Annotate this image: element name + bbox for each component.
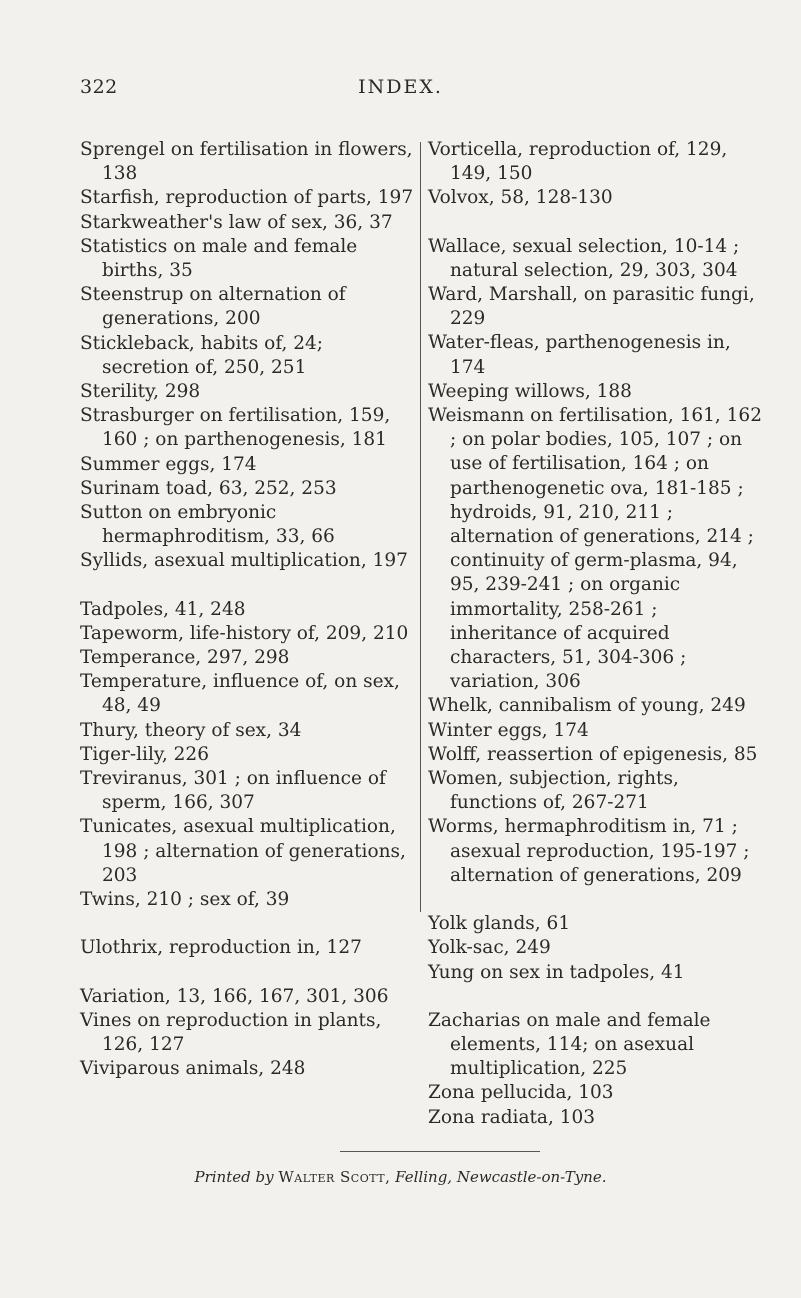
index-entry: Winter eggs, 174 xyxy=(428,719,589,741)
printer-footer xyxy=(0,1168,801,1186)
printed-by: Printed by xyxy=(194,1168,274,1186)
index-entry: Starkweather's law of sex, 36, 37 xyxy=(80,211,393,233)
section-gap xyxy=(428,211,763,235)
index-entry: Tunicates, asexual multiplication, 198 ; alternation of generations, 203 xyxy=(80,816,406,886)
index-entry: Tadpoles, 41, 248 xyxy=(80,598,246,620)
printer-name: Walter Scott, xyxy=(278,1168,391,1186)
index-entry: Weeping willows, 188 xyxy=(428,380,632,402)
index-entry: Sprengel on fertilisation in flowers, 138 xyxy=(80,139,413,185)
index-entry: Sutton on embryonic hermaphroditism, 33, 66 xyxy=(80,502,335,548)
index-entry: Worms, hermaphroditism in, 71 ; asexual reproduction, 195-197 ; alternation of generations, 209 xyxy=(428,816,750,886)
index-entry: Temperature, influence of, on sex, 48, 49 xyxy=(80,671,400,717)
index-entry: Zacharias on male and female elements, 114; on asexual multiplication, 225 xyxy=(428,1009,711,1080)
index-entry: Vorticella, reproduction of, 129, 149, 150 xyxy=(428,139,728,185)
index-entry: Tapeworm, life-history of, 209, 210 xyxy=(80,622,409,644)
index-entry: Tiger-lily, 226 xyxy=(80,743,209,765)
index-entry: Water-fleas, parthenogenesis in, 174 xyxy=(428,332,731,378)
index-entry: Twins, 210 ; sex of, 39 xyxy=(80,889,290,911)
index-entry: Whelk, cannibalism of young, 249 xyxy=(428,695,746,717)
index-entry: Viviparous animals, 248 xyxy=(80,1058,306,1080)
index-entry: Women, subjection, rights, functions of, 267-271 xyxy=(428,768,679,814)
footer-rule xyxy=(340,1151,540,1152)
index-entry: Statistics on male and female births, 35 xyxy=(80,235,358,282)
index-entry: Stickleback, habits of, 24; secretion of, 250, 251 xyxy=(80,332,324,378)
column-divider xyxy=(420,142,421,912)
index-entry: Surinam toad, 63, 252, 253 xyxy=(80,477,337,499)
section-gap xyxy=(428,985,763,1009)
section-gap xyxy=(80,574,415,598)
index-entry: Ulothrix, reproduction in, 127 xyxy=(80,937,362,959)
index-entry: Zona pellucida, 103 xyxy=(428,1082,614,1104)
index-entry: Wallace, sexual selection, 10-14 ; natural selection, 29, 303, 304 xyxy=(428,235,740,281)
index-entry: Yung on sex in tadpoles, 41 xyxy=(428,961,685,983)
index-entry: Yolk glands, 61 xyxy=(428,913,571,935)
printer-place: Felling, Newcastle-on-Tyne. xyxy=(395,1168,607,1186)
index-column-left xyxy=(80,138,415,1081)
page-number: 322 xyxy=(80,76,118,98)
index-entry: Thury, theory of sex, 34 xyxy=(80,719,302,741)
index-entry: Wolff, reassertion of epigenesis, 85 xyxy=(428,743,758,765)
index-entry: Ward, Marshall, on parasitic fungi, 229 xyxy=(428,284,755,330)
index-entry: Sterility, 298 xyxy=(80,381,201,403)
section-gap xyxy=(428,888,763,912)
index-entry: Treviranus, 301 ; on influence of sperm, 166, 307 xyxy=(80,768,386,814)
index-entry: Zona radiata, 103 xyxy=(428,1106,596,1128)
index-entry: Strasburger on fertilisation, 159, 160 ; on parthenogenesis, 181 xyxy=(80,405,391,451)
index-entry: Yolk-sac, 249 xyxy=(428,937,551,959)
section-gap xyxy=(80,961,415,985)
index-entry: Weismann on fertilisation, 161, 162 ; on polar bodies, 105, 107 ; on use of fertilisation, 164 ; on parthenogenetic ova, 181-185 ; hydroids, 91, 210, 211 ; alternation of generations, 214 ; continuity of germ-plasma, 94, 95, 239-241 ; on organic immortality, 258-261 ; inheritance of acquired characters, 51, 304-306 ; variation, 306 xyxy=(428,405,762,693)
index-entry: Summer eggs, 174 xyxy=(80,453,257,475)
index-entry: Steenstrup on alternation of generations, 200 xyxy=(80,284,346,330)
page-title: INDEX. xyxy=(358,76,443,98)
page-header xyxy=(0,76,801,106)
index-entry: Temperance, 297, 298 xyxy=(80,647,290,669)
index-column-right xyxy=(428,138,763,1130)
index-entry: Variation, 13, 166, 167, 301, 306 xyxy=(80,985,389,1007)
index-entry: Volvox, 58, 128-130 xyxy=(428,187,613,209)
index-entry: Vines on reproduction in plants, 126, 127 xyxy=(80,1009,382,1055)
index-entry: Syllids, asexual multiplication, 197 xyxy=(80,550,408,572)
index-entry: Starfish, reproduction of parts, 197 xyxy=(80,187,414,209)
section-gap xyxy=(80,912,415,936)
